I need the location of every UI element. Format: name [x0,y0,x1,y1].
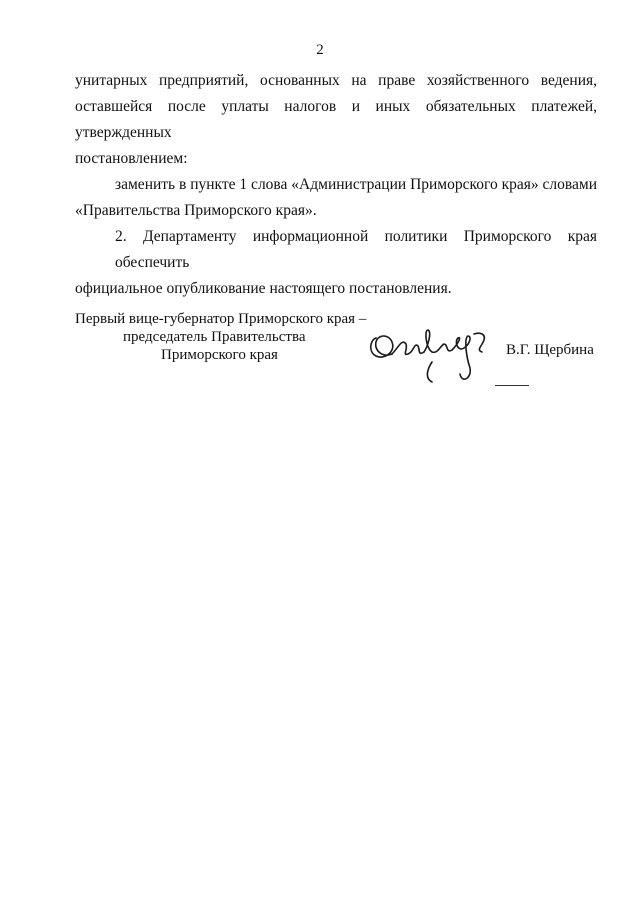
paragraph-continuation [75,68,597,172]
signer-name: В.Г. Щербина [506,342,594,358]
text-line: оставшейся после уплаты налогов и иных обязательных платежей, утвержденных [75,98,597,141]
paragraph-replace [75,172,597,224]
underline-mark [495,385,529,386]
signatory-title [75,310,366,364]
page-number: 2 [316,42,324,58]
handwritten-signature [362,308,502,398]
signatory-title-line: Приморского края [161,347,278,363]
text-line: унитарных предприятий, основанных на праве хозяйственного ведения, [75,72,597,89]
document-body [75,68,597,302]
signatory-title-line: Первый вице-губернатор Приморского края – [75,311,367,327]
text-line: «Правительства Приморского края». [75,202,317,219]
text-line: постановлением: [75,150,188,167]
text-line: официальное опубликование настоящего постановления. [75,280,452,297]
text-line: заменить в пункте 1 слова «Администрации Приморского края» словами [115,176,597,193]
text-line: 2. Департаменту информационной политики Приморского края обеспечить [115,228,597,271]
paragraph-item-2 [75,224,597,302]
signatory-title-line: председатель Правительства [123,329,306,345]
